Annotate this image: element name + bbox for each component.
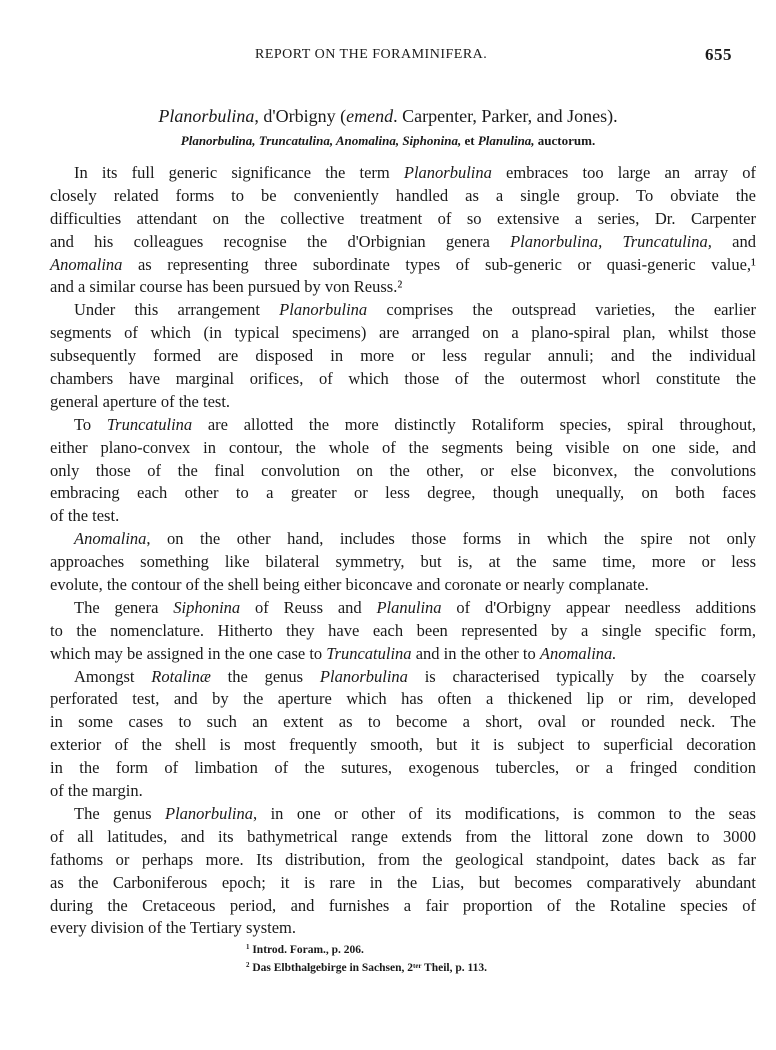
text-run: In its full generic significance the term — [74, 163, 404, 182]
text-run: . Carpenter, Parker, and Jones). — [393, 106, 618, 126]
text-line — [50, 437, 756, 460]
page-number: 655 — [705, 45, 732, 64]
paragraph — [50, 162, 756, 299]
text-run: , d'Orbigny ( — [254, 106, 347, 126]
text-run: et — [461, 133, 478, 148]
text-run: auctorum. — [534, 133, 596, 148]
italic-text: Planorbulina — [403, 163, 492, 182]
text-run: of Reuss and — [240, 597, 377, 617]
text-run: subsequently formed are disposed in more or less regular annuli; and the individual — [50, 346, 756, 366]
italic-text: Siphonina — [173, 597, 241, 617]
text-run: Amongst — [74, 666, 152, 686]
footnote-marker: 2 — [246, 962, 250, 969]
text-line — [50, 643, 756, 666]
italic-text: Planulina, — [477, 133, 535, 148]
text-run: and in the other to — [411, 643, 540, 663]
section-synonyms — [0, 133, 776, 149]
text-line — [50, 849, 756, 872]
text-line — [50, 162, 756, 185]
paragraph — [50, 299, 756, 413]
text-run: which may be assigned in the one case to — [50, 643, 327, 663]
text-run: are allotted the more distinctly Rotaliform species, spiral throughout, — [192, 414, 756, 434]
text-run: during the Cretaceous period, and furnishes a fair proportion of the Rotaline species of — [50, 895, 756, 915]
text-line — [50, 551, 756, 574]
running-title: REPORT ON THE FORAMINIFERA. — [255, 47, 488, 62]
text-line — [50, 574, 756, 597]
italic-text: emend — [346, 106, 394, 126]
text-run: to the nomenclature. Hitherto they have each been represented by a single specific form, — [50, 620, 756, 640]
text-run: of all latitudes, and its bathymetrical range extends from the littoral zone down to 3000 — [50, 826, 756, 846]
text-line — [50, 597, 756, 620]
text-run: perforated test, and by the aperture which has often a thickened lip or rim, developed — [50, 689, 756, 709]
text-run: embraces too large an array of — [491, 163, 757, 182]
italic-text: Planorbulina — [279, 300, 368, 320]
text-run: of the test. — [50, 506, 120, 526]
section-heading — [0, 106, 776, 127]
text-run: The genus — [74, 803, 165, 823]
text-run: fathoms or perhaps more. Its distribution, from the geological standpoint, dates back as far — [50, 849, 756, 869]
text-run: difficulties attendant on the collective treatment of so extensive a series, Dr. Carpenter — [50, 208, 756, 228]
text-run: is characterised typically by the coarsely — [407, 666, 757, 686]
text-run: comprises the outspread varieties, the earlier — [367, 300, 756, 320]
text-line — [50, 231, 756, 254]
text-run: and his colleagues recognise the d'Orbignian genera — [50, 231, 511, 251]
text-run: in some cases to such an extent as to become a short, oval or rounded neck. The — [50, 712, 756, 732]
paragraph — [50, 803, 756, 940]
paragraph — [50, 414, 756, 528]
italic-text: Rotalinæ — [151, 666, 211, 686]
text-run: and — [711, 231, 756, 251]
text-line — [50, 895, 756, 918]
text-line — [50, 185, 756, 208]
text-line — [50, 666, 756, 689]
text-run: closely related forms to be conveniently handled as a single group. To obviate the — [50, 185, 756, 205]
text-line — [50, 208, 756, 231]
text-line — [50, 482, 756, 505]
text-run: only those of the final convolution on the other, or else biconvex, the convolutions — [50, 460, 756, 480]
text-run: segments of which (in typical specimens) are arranged on a plano-spiral plan, whilst those — [50, 323, 756, 343]
text-run: either plano-convex in contour, the whole of the segments being visible on one side, and — [50, 437, 756, 457]
text-run: To — [74, 414, 107, 434]
text-line — [50, 345, 756, 368]
italic-text: Truncatulina — [106, 414, 193, 434]
italic-text: Planulina — [376, 597, 442, 617]
italic-text: Anomalina — [50, 254, 123, 274]
italic-text: Anomalina — [74, 529, 147, 549]
text-run: embracing each other to a greater or less degree, though unequally, on both faces — [50, 483, 756, 503]
footnote-text: Das Elbthalgebirge in Sachsen, 2ᵗᵉʳ Theil, p. 113. — [252, 962, 487, 974]
footnote — [246, 959, 487, 977]
italic-text: Truncatulina — [326, 643, 412, 663]
text-line — [50, 711, 756, 734]
text-run: approaches something like bilateral symmetry, but is, at the same time, more or less — [50, 552, 756, 572]
text-run: , on the other hand, includes those forms in which the spire not only — [146, 529, 756, 549]
text-line — [50, 780, 756, 803]
text-line — [50, 688, 756, 711]
text-run: of d'Orbigny appear needless additions — [441, 597, 756, 617]
text-line — [50, 528, 756, 551]
text-line — [50, 254, 756, 277]
running-head — [0, 47, 776, 67]
text-line — [50, 826, 756, 849]
text-run: evolute, the contour of the shell being either biconcave and coronate or nearly complanate. — [50, 575, 649, 595]
italic-text: Anomalina. — [539, 643, 617, 663]
text-run: , in one or other of its modifications, is common to the seas — [253, 803, 756, 823]
text-line — [50, 917, 756, 940]
paragraph — [50, 597, 756, 666]
text-line — [50, 620, 756, 643]
text-run: every division of the Tertiary system. — [50, 918, 296, 938]
text-line — [50, 460, 756, 483]
footnotes — [246, 941, 487, 977]
footnote — [246, 941, 487, 959]
text-line — [50, 734, 756, 757]
text-line — [50, 414, 756, 437]
text-run: as the Carboniferous epoch; it is rare in the Lias, but becomes comparatively abundant — [50, 872, 756, 892]
footnote-text: Introd. Foram., p. 206. — [252, 944, 364, 956]
text-run: of the margin. — [50, 781, 143, 801]
paragraph — [50, 528, 756, 597]
italic-text: Planorbulina — [158, 106, 255, 126]
text-run: as representing three subordinate types of sub-generic or quasi-generic value,¹ — [122, 254, 756, 274]
italic-text: Planorbulina — [165, 803, 254, 823]
italic-text: Planorbulina, Truncatulina, — [510, 231, 712, 251]
text-line — [50, 391, 756, 414]
text-run: in the form of limbation of the sutures, exogenous tubercles, or a fringed condition — [50, 758, 756, 778]
text-run: chambers have marginal orifices, of which those of the outermost whorl constitute the — [50, 369, 756, 389]
text-run: Under this arrangement — [74, 300, 280, 320]
text-run: the genus — [210, 666, 320, 686]
paragraph — [50, 666, 756, 803]
text-line — [50, 276, 756, 299]
text-run: general aperture of the test. — [50, 391, 231, 411]
text-run: The genera — [74, 597, 174, 617]
text-run: exterior of the shell is most frequently smooth, but it is subject to superficial decoration — [50, 735, 756, 755]
text-line — [50, 368, 756, 391]
text-line — [50, 505, 756, 528]
italic-text: Planorbulina, Truncatulina, Anomalina, Siphonina, — [180, 133, 462, 148]
text-line — [50, 299, 756, 322]
text-run: and a similar course has been pursued by von Reuss.² — [50, 277, 403, 297]
text-line — [50, 757, 756, 780]
footnote-marker: 1 — [246, 944, 250, 951]
text-line — [50, 872, 756, 895]
body-text — [50, 162, 756, 940]
italic-text: Planorbulina — [319, 666, 408, 686]
text-line — [50, 803, 756, 826]
text-line — [50, 322, 756, 345]
